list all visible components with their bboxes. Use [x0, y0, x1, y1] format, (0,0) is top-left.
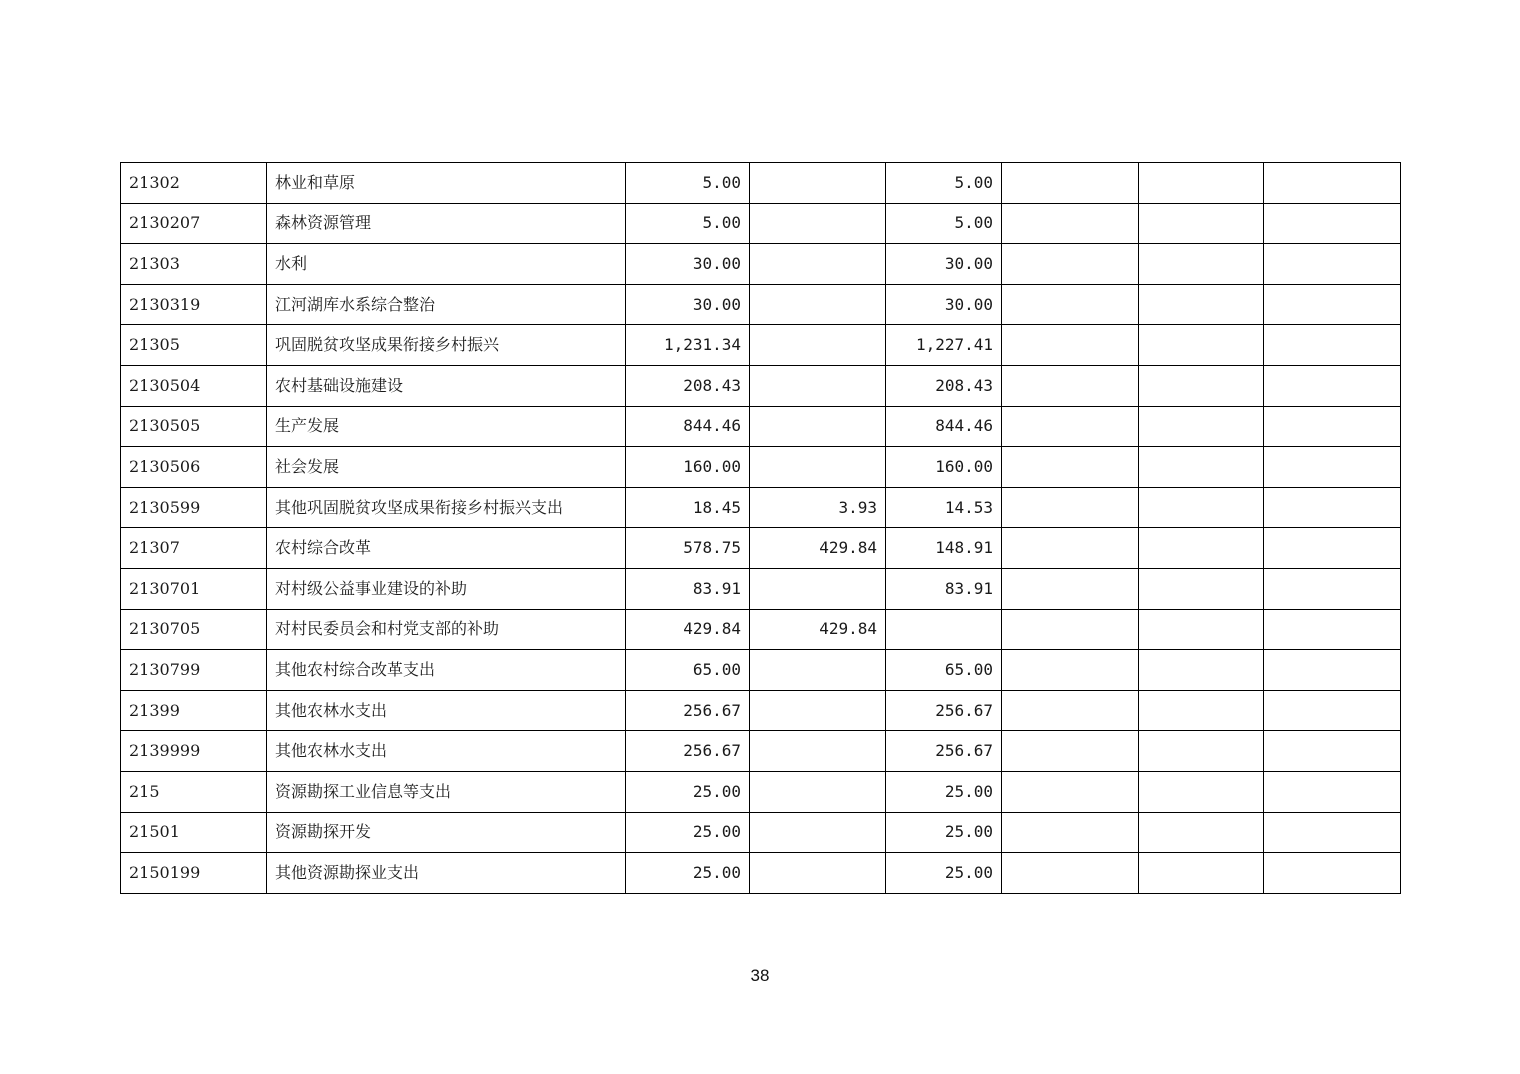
amount-cell — [886, 609, 1002, 650]
amount-cell: 5.00 — [626, 203, 750, 244]
amount-cell — [1002, 203, 1139, 244]
item-name-cell: 其他资源勘探业支出 — [267, 853, 626, 894]
amount-cell: 148.91 — [886, 528, 1002, 569]
amount-cell — [1002, 609, 1139, 650]
item-name-cell: 其他农村综合改革支出 — [267, 650, 626, 691]
item-name-cell: 农村基础设施建设 — [267, 365, 626, 406]
amount-cell: 1,227.41 — [886, 325, 1002, 366]
amount-cell: 429.84 — [626, 609, 750, 650]
item-name-cell: 其他农林水支出 — [267, 690, 626, 731]
amount-cell: 14.53 — [886, 487, 1002, 528]
amount-cell — [1139, 650, 1264, 691]
table-row — [121, 812, 1401, 853]
amount-cell: 429.84 — [750, 609, 886, 650]
amount-cell: 844.46 — [626, 406, 750, 447]
table-row — [121, 447, 1401, 488]
amount-cell — [750, 650, 886, 691]
amount-cell — [1139, 528, 1264, 569]
amount-cell: 25.00 — [626, 812, 750, 853]
amount-cell — [1002, 690, 1139, 731]
amount-cell: 25.00 — [886, 812, 1002, 853]
item-name-cell: 生产发展 — [267, 406, 626, 447]
amount-cell — [1139, 609, 1264, 650]
amount-cell — [1264, 284, 1401, 325]
code-cell: 2130799 — [121, 650, 267, 691]
amount-cell — [1264, 731, 1401, 772]
amount-cell — [1264, 650, 1401, 691]
amount-cell — [1002, 284, 1139, 325]
amount-cell — [1139, 731, 1264, 772]
amount-cell — [1139, 447, 1264, 488]
amount-cell — [1264, 690, 1401, 731]
amount-cell — [750, 731, 886, 772]
amount-cell: 5.00 — [626, 163, 750, 204]
item-name-cell: 其他农林水支出 — [267, 731, 626, 772]
table-row — [121, 406, 1401, 447]
table-row — [121, 690, 1401, 731]
code-cell: 2150199 — [121, 853, 267, 894]
amount-cell — [750, 447, 886, 488]
amount-cell — [1264, 365, 1401, 406]
amount-cell — [750, 771, 886, 812]
amount-cell — [1139, 244, 1264, 285]
table-row — [121, 771, 1401, 812]
amount-cell — [1139, 812, 1264, 853]
item-name-cell: 江河湖库水系综合整治 — [267, 284, 626, 325]
amount-cell — [1264, 487, 1401, 528]
amount-cell — [1139, 771, 1264, 812]
amount-cell — [1264, 406, 1401, 447]
item-name-cell: 森林资源管理 — [267, 203, 626, 244]
item-name-cell: 资源勘探工业信息等支出 — [267, 771, 626, 812]
budget-table — [120, 162, 1401, 894]
amount-cell — [1002, 163, 1139, 204]
amount-cell: 578.75 — [626, 528, 750, 569]
item-name-cell: 农村综合改革 — [267, 528, 626, 569]
amount-cell — [1002, 487, 1139, 528]
amount-cell — [1002, 325, 1139, 366]
amount-cell — [1264, 771, 1401, 812]
table-row — [121, 163, 1401, 204]
code-cell: 21302 — [121, 163, 267, 204]
amount-cell — [1139, 163, 1264, 204]
item-name-cell: 水利 — [267, 244, 626, 285]
amount-cell: 30.00 — [886, 244, 1002, 285]
amount-cell — [1264, 609, 1401, 650]
item-name-cell: 对村级公益事业建设的补助 — [267, 568, 626, 609]
code-cell: 2130505 — [121, 406, 267, 447]
page-number: 38 — [750, 966, 770, 985]
code-cell: 21303 — [121, 244, 267, 285]
item-name-cell: 林业和草原 — [267, 163, 626, 204]
amount-cell: 160.00 — [626, 447, 750, 488]
amount-cell: 5.00 — [886, 163, 1002, 204]
amount-cell — [1002, 447, 1139, 488]
code-cell: 2130504 — [121, 365, 267, 406]
amount-cell — [1139, 568, 1264, 609]
amount-cell: 208.43 — [886, 365, 1002, 406]
code-cell: 21501 — [121, 812, 267, 853]
table-row — [121, 609, 1401, 650]
table-row — [121, 203, 1401, 244]
amount-cell — [750, 853, 886, 894]
item-name-cell: 资源勘探开发 — [267, 812, 626, 853]
amount-cell: 256.67 — [886, 731, 1002, 772]
code-cell: 2130319 — [121, 284, 267, 325]
amount-cell — [1002, 528, 1139, 569]
code-cell: 21399 — [121, 690, 267, 731]
table-row — [121, 284, 1401, 325]
amount-cell — [750, 284, 886, 325]
code-cell: 21305 — [121, 325, 267, 366]
amount-cell — [1139, 203, 1264, 244]
amount-cell — [1264, 853, 1401, 894]
item-name-cell: 其他巩固脱贫攻坚成果衔接乡村振兴支出 — [267, 487, 626, 528]
amount-cell — [750, 365, 886, 406]
amount-cell — [750, 568, 886, 609]
amount-cell: 25.00 — [886, 853, 1002, 894]
amount-cell: 30.00 — [886, 284, 1002, 325]
amount-cell — [1002, 731, 1139, 772]
amount-cell: 83.91 — [886, 568, 1002, 609]
amount-cell — [1139, 487, 1264, 528]
amount-cell: 83.91 — [626, 568, 750, 609]
item-name-cell: 巩固脱贫攻坚成果衔接乡村振兴 — [267, 325, 626, 366]
amount-cell — [1264, 203, 1401, 244]
code-cell: 2130599 — [121, 487, 267, 528]
amount-cell — [1139, 284, 1264, 325]
amount-cell: 1,231.34 — [626, 325, 750, 366]
amount-cell — [1264, 528, 1401, 569]
amount-cell — [1002, 406, 1139, 447]
amount-cell — [1002, 568, 1139, 609]
amount-cell — [1139, 853, 1264, 894]
amount-cell — [1264, 244, 1401, 285]
amount-cell: 5.00 — [886, 203, 1002, 244]
amount-cell — [1139, 365, 1264, 406]
table-row — [121, 731, 1401, 772]
amount-cell: 3.93 — [750, 487, 886, 528]
amount-cell — [750, 406, 886, 447]
amount-cell — [750, 244, 886, 285]
amount-cell — [750, 325, 886, 366]
amount-cell: 844.46 — [886, 406, 1002, 447]
code-cell: 2139999 — [121, 731, 267, 772]
table-row — [121, 528, 1401, 569]
table-row — [121, 853, 1401, 894]
code-cell: 2130506 — [121, 447, 267, 488]
amount-cell — [1264, 568, 1401, 609]
amount-cell — [750, 163, 886, 204]
code-cell: 2130207 — [121, 203, 267, 244]
amount-cell — [750, 203, 886, 244]
amount-cell — [1264, 447, 1401, 488]
amount-cell — [1139, 690, 1264, 731]
table-row — [121, 244, 1401, 285]
amount-cell — [1139, 406, 1264, 447]
table-row — [121, 325, 1401, 366]
amount-cell: 30.00 — [626, 284, 750, 325]
amount-cell: 25.00 — [626, 771, 750, 812]
amount-cell: 256.67 — [626, 731, 750, 772]
amount-cell: 18.45 — [626, 487, 750, 528]
table-row — [121, 487, 1401, 528]
amount-cell — [1002, 771, 1139, 812]
code-cell: 2130701 — [121, 568, 267, 609]
amount-cell — [1002, 650, 1139, 691]
code-cell: 215 — [121, 771, 267, 812]
amount-cell — [1264, 812, 1401, 853]
amount-cell: 30.00 — [626, 244, 750, 285]
amount-cell — [1264, 163, 1401, 204]
amount-cell — [1002, 365, 1139, 406]
amount-cell: 65.00 — [886, 650, 1002, 691]
item-name-cell: 对村民委员会和村党支部的补助 — [267, 609, 626, 650]
table-row — [121, 568, 1401, 609]
amount-cell: 429.84 — [750, 528, 886, 569]
amount-cell: 256.67 — [886, 690, 1002, 731]
table-row — [121, 365, 1401, 406]
amount-cell — [1002, 853, 1139, 894]
amount-cell: 160.00 — [886, 447, 1002, 488]
amount-cell: 65.00 — [626, 650, 750, 691]
amount-cell — [1002, 812, 1139, 853]
code-cell: 21307 — [121, 528, 267, 569]
amount-cell — [1139, 325, 1264, 366]
table-body — [121, 163, 1401, 894]
amount-cell — [750, 812, 886, 853]
code-cell: 2130705 — [121, 609, 267, 650]
item-name-cell: 社会发展 — [267, 447, 626, 488]
amount-cell — [1002, 244, 1139, 285]
amount-cell: 256.67 — [626, 690, 750, 731]
amount-cell: 25.00 — [626, 853, 750, 894]
amount-cell: 208.43 — [626, 365, 750, 406]
amount-cell — [1264, 325, 1401, 366]
amount-cell — [750, 690, 886, 731]
table-row — [121, 650, 1401, 691]
amount-cell: 25.00 — [886, 771, 1002, 812]
